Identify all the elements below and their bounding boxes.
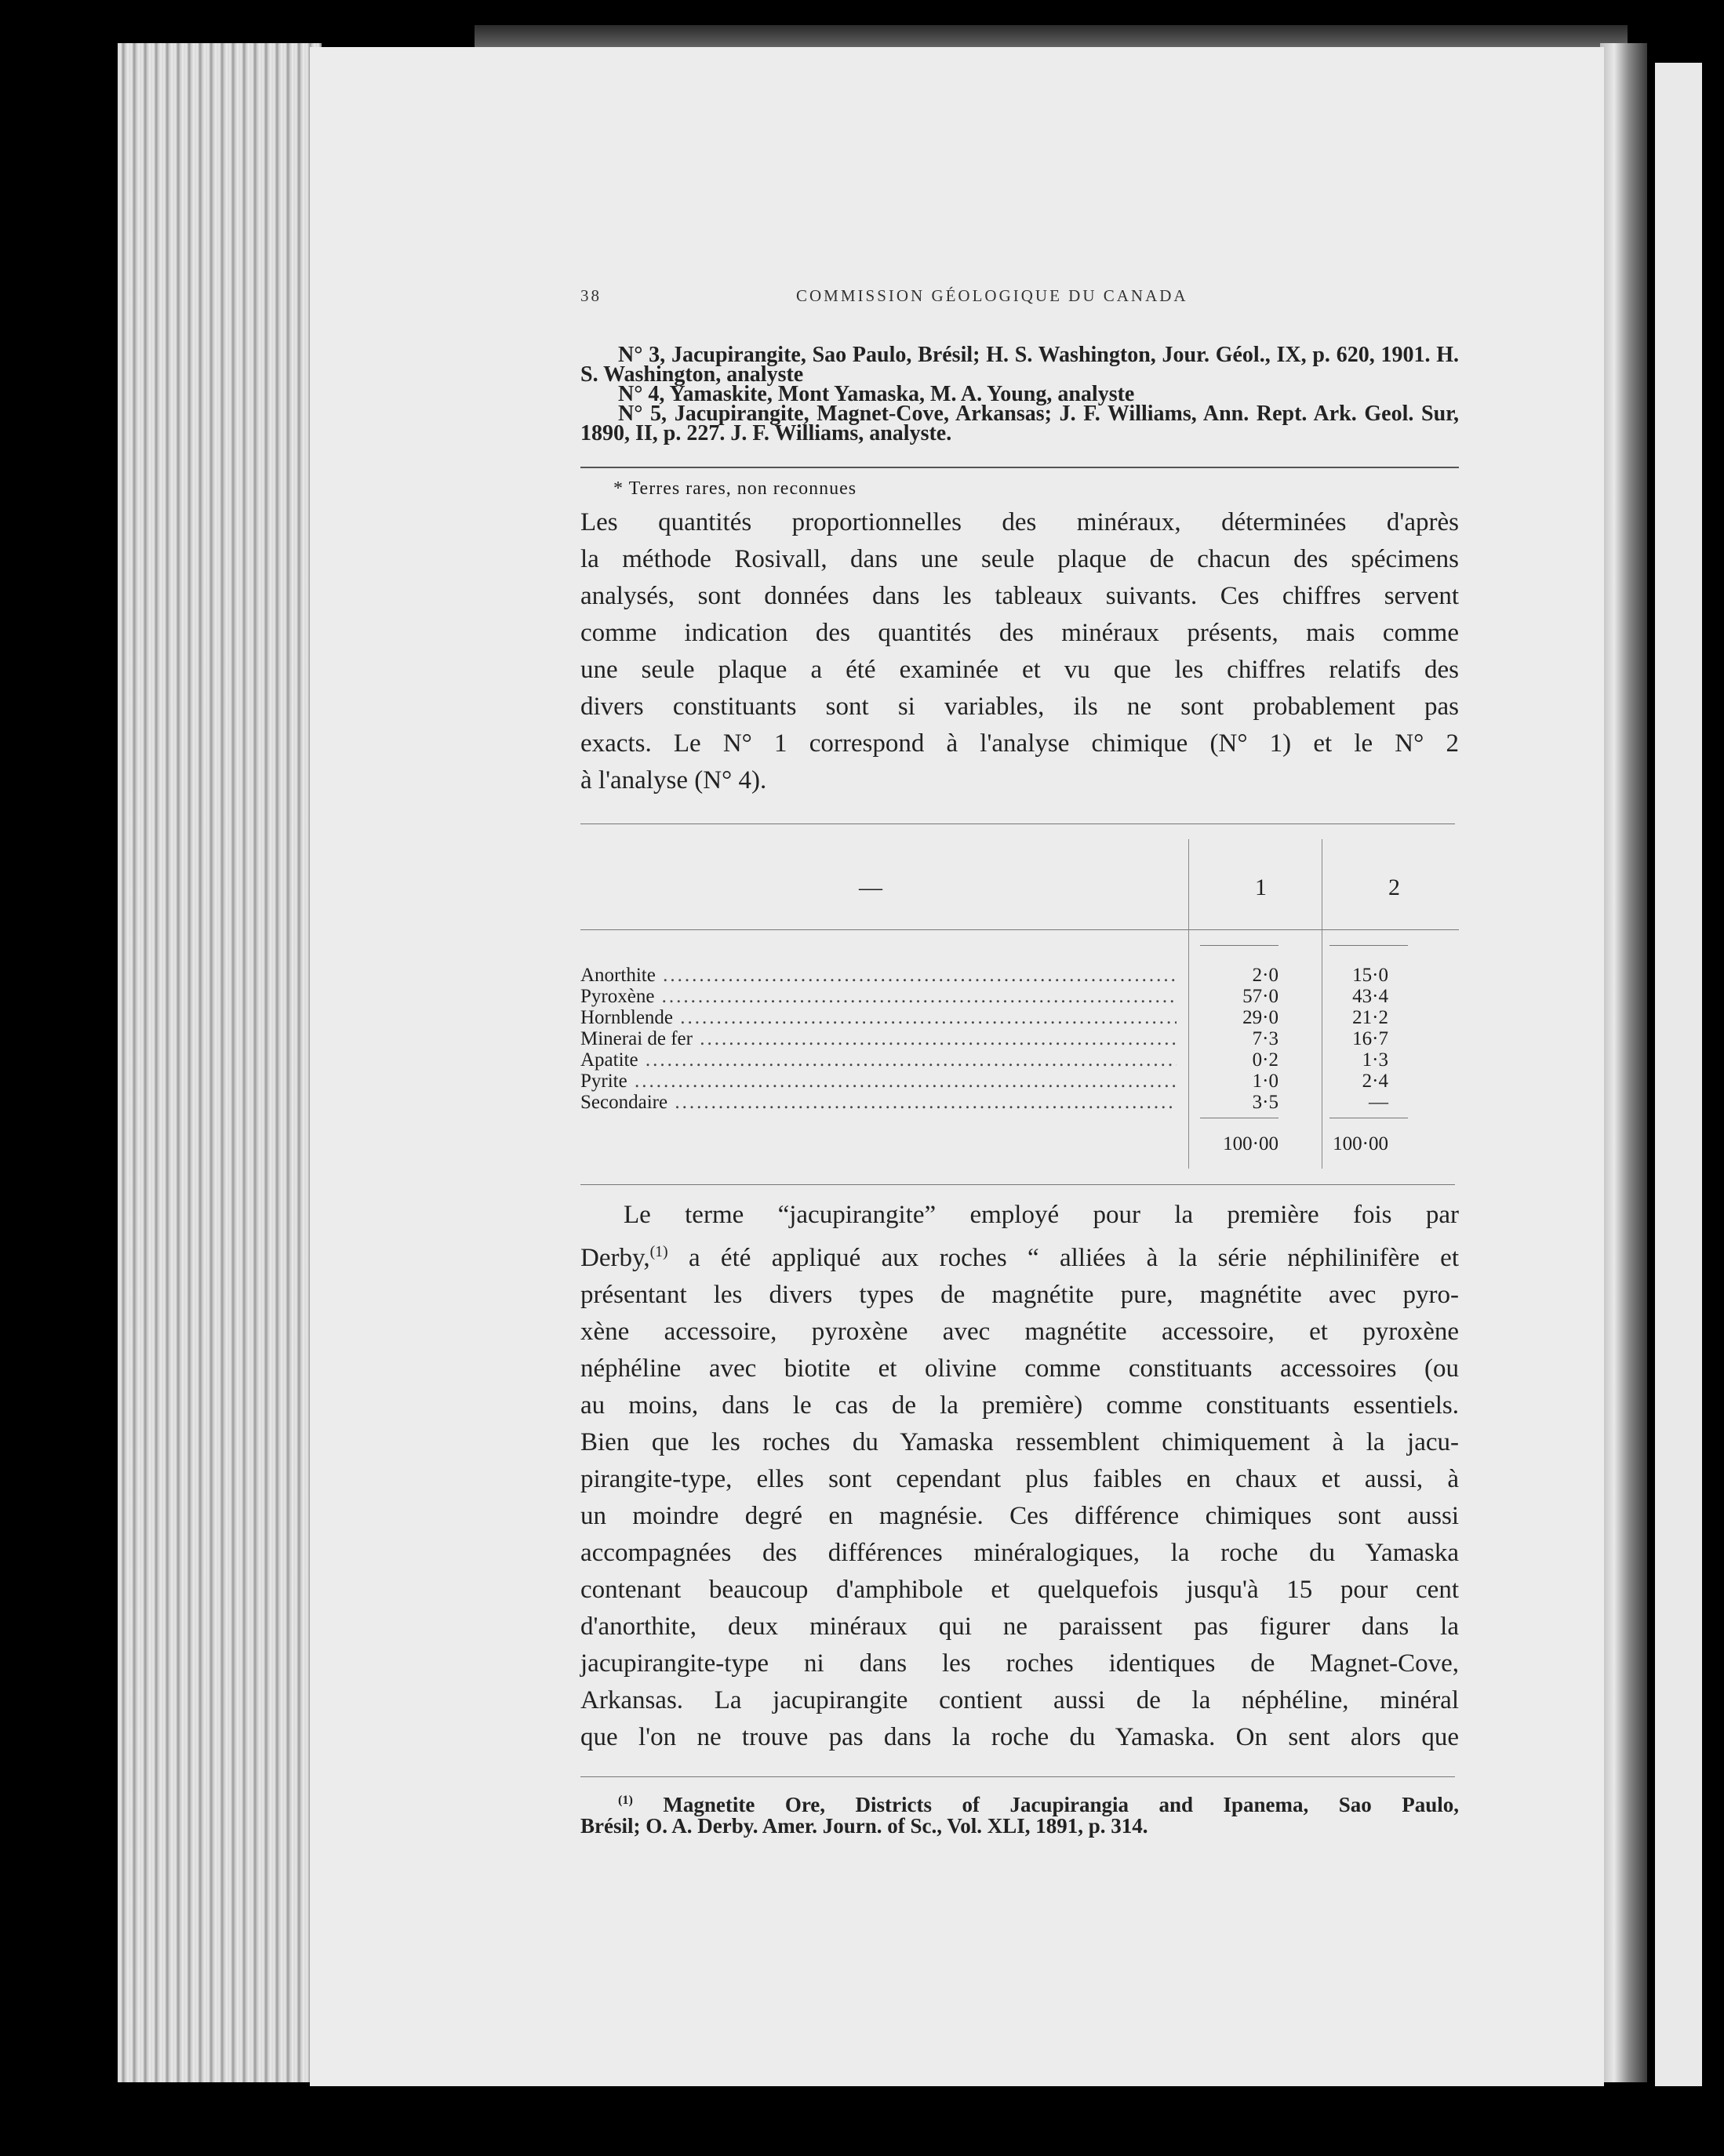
value-col-2: 15·0 [1352,965,1388,986]
table-col-header-1: 1 [1255,874,1267,900]
table-col-header-2: 2 [1388,874,1400,900]
paragraph-line: Le terme “jacupirangite” employé pour la première fois par [624,1201,1459,1229]
table-header-rule [1200,945,1278,946]
mineral-name: Anorthite ..... [580,965,1177,986]
table-row [580,986,1459,1007]
paragraph-line: divers constituants sont si variables, ils ne sont probablement pas [580,693,1459,721]
value-col-2: — [1369,1092,1388,1113]
paragraph-mineral-quantities [580,504,1459,799]
value-col-2: 2·4 [1362,1071,1388,1092]
mineral-name: Secondaire ..... [580,1092,1177,1113]
value-col-2: 21·2 [1352,1007,1388,1028]
paragraph-line: accompagnées des différences minéralogiques, la roche du Yamaska [580,1539,1459,1567]
value-col-2: 1·3 [1362,1049,1388,1071]
footnote-ref: (1) [649,1243,668,1260]
paragraph-line: Les quantités proportionnelles des minéraux, déterminées d'après [580,508,1459,536]
value-col-1: 7·3 [1252,1028,1278,1049]
value-col-2: 16·7 [1352,1028,1388,1049]
paragraph-line [580,1234,1459,1277]
paragraph-line: une seule plaque a été examinée et vu que les chiffres relatifs des [580,656,1459,684]
value-col-1: 3·5 [1252,1092,1278,1113]
paragraph-line: que l'on ne trouve pas dans la roche du Yamaska. On sent alors que [580,1723,1459,1751]
footnote-line [580,1790,1459,1816]
reference-3: N° 3, Jacupirangite, Sao Paulo, Brésil; H. S. Washington, Jour. Géol., IX, p. 620, 1901. H. S. Washington, analyste [580,343,1459,387]
table-row [580,1007,1459,1028]
table-header-rule [580,929,1459,930]
value-col-1: 1·0 [1252,1071,1278,1092]
paragraph-line: Bien que les roches du Yamaska ressemblent chimiquement à la jacu- [580,1428,1459,1456]
table-row [580,1092,1459,1113]
footnote-rule [580,1776,1455,1777]
paragraph-line: au moins, dans le cas de la première) comme constituants essentiels. [580,1391,1459,1420]
page-number: 38 [580,286,602,305]
paragraph-line: à l'analyse (N° 4). [580,766,767,794]
page-stack-left [118,43,322,2082]
paragraph-line: d'anorthite, deux minéraux qui ne paraissent pas figurer dans la [580,1612,1459,1641]
paragraph-line: comme indication des quantités des minéraux présents, mais comme [580,619,1459,647]
mineral-name: Pyroxène ..... [580,986,1177,1007]
table-row [580,1049,1459,1071]
mineral-name: Pyrite ..... [580,1071,1177,1092]
paragraph-jacupirangite [580,1197,1459,1756]
reference-5: N° 5, Jacupirangite, Magnet-Cove, Arkansas; J. F. Williams, Ann. Rept. Ark. Geol. Sur, 1890, II, p. 227. J. F. Williams, analyste. [580,402,1459,445]
reference-4: N° 4, Yamaskite, Mont Yamaska, M. A. Young, analyste [618,382,1135,406]
paragraph-line: contenant beaucoup d'amphibole et quelquefois jusqu'à 15 pour cent [580,1576,1459,1604]
table-header-rule [1329,945,1408,946]
paragraph-line: Arkansas. La jacupirangite contient aussi de la néphéline, minéral [580,1686,1459,1714]
derby-text: Derby, [580,1244,650,1272]
paragraph-line: exacts. Le N° 1 correspond à l'analyse chimique (N° 1) et le N° 2 [580,729,1459,758]
mineral-name: Apatite ..... [580,1049,1177,1071]
total-col-2: 100·00 [1333,1133,1388,1154]
paragraph-line: présentant les divers types de magnétite pure, magnétite avec pyro- [580,1281,1459,1309]
running-title: COMMISSION GÉOLOGIQUE DU CANADA [796,286,1188,305]
footnote-marker: (1) [618,1793,633,1807]
mineral-name: Minerai de fer ..... [580,1028,1177,1049]
paragraph-line: jacupirangite-type ni dans les roches identiques de Magnet-Cove, [580,1649,1459,1678]
table-corner-dash: — [859,874,882,900]
analysis-references [580,345,1459,443]
table-row [580,1028,1459,1049]
value-col-1: 29·0 [1242,1007,1278,1028]
page-gutter-right [1600,43,1647,2082]
value-col-1: 2·0 [1252,965,1278,986]
mineral-proportions-table [580,839,1459,1169]
paragraph-line: xène accessoire, pyroxène avec magnétite accessoire, et pyroxène [580,1318,1459,1346]
table-top-rule [580,823,1455,824]
footnote [580,1790,1459,1837]
facing-page-edge [1655,63,1702,2086]
value-col-1: 0·2 [1252,1049,1278,1071]
table-row [580,1071,1459,1092]
paragraph-line: analysés, sont données dans les tableaux suivants. Ces chiffres servent [580,582,1459,610]
total-col-1: 100·00 [1223,1133,1278,1154]
rare-earths-note: * Terres rares, non reconnues [613,478,857,499]
footnote-text: Magnetite Ore, Districts of Jacupirangia and Ipanema, Sao Paulo, [663,1793,1460,1816]
value-col-1: 57·0 [1242,986,1278,1007]
footnote-line: Brésil; O. A. Derby. Amer. Journ. of Sc., Vol. XLI, 1891, p. 314. [580,1814,1148,1838]
divider-rule [580,467,1459,468]
paragraph-line: pirangite-type, elles sont cependant plus faibles en chaux et aussi, à [580,1465,1459,1493]
derby-text-rest: a été appliqué aux roches “ alliées à la série néphilinifère et [667,1244,1459,1272]
table-row [580,965,1459,986]
mineral-name: Hornblende ..... [580,1007,1177,1028]
paragraph-line: néphéline avec biotite et olivine comme constituants accessoires (ou [580,1354,1459,1383]
paragraph-line: un moindre degré en magnésie. Ces différence chimiques sont aussi [580,1502,1459,1530]
table-bottom-rule [580,1184,1455,1185]
value-col-2: 43·4 [1352,986,1388,1007]
paragraph-line: la méthode Rosivall, dans une seule plaque de chacun des spécimens [580,545,1459,573]
